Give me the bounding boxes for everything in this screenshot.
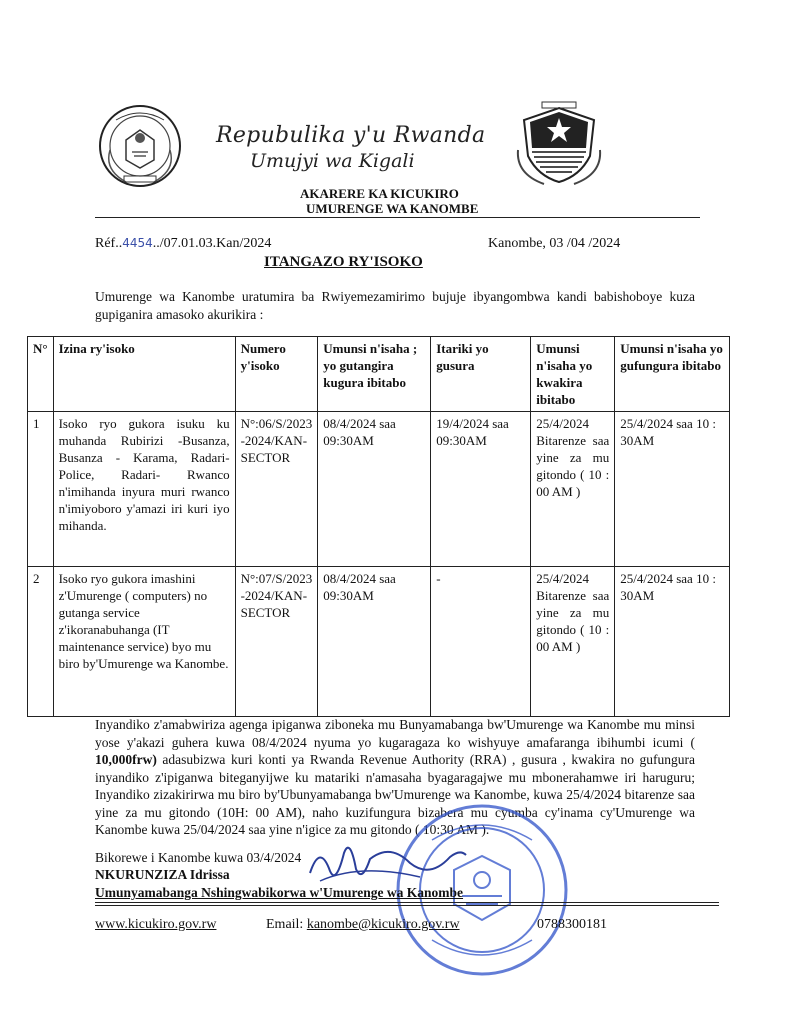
- email-label: Email:: [266, 917, 307, 932]
- table-header-row: [28, 337, 730, 412]
- cell-receive-date: 25/4/2024 Bitarenze saa yine za mu gitondo ( 10 : 00 AM ): [531, 567, 615, 717]
- reference-suffix: ../07.01.03.Kan/2024: [152, 236, 272, 251]
- signoff-line: Bikorewe i Kanombe kuwa 03/4/2024: [95, 850, 302, 865]
- header-divider: [95, 217, 700, 218]
- table-row: [28, 412, 730, 567]
- email-contact: [266, 917, 460, 933]
- email-link[interactable]: kanombe@kicukiro.gov.rw: [306, 917, 460, 932]
- signatory-name: NKURUNZIZA Idrissa: [95, 867, 230, 882]
- notice-title: ITANGAZO RY'ISOKO: [264, 254, 423, 270]
- cell-tender-name: Isoko ryo gukora isuku ku muhanda Rubirizi -Busanza, Busanza - Karama, Radari-Police, Radari- Rwanco n'imihanda inyura muri rwanco n'imiyoboro y'amazi iri kuri iyo mihanda.: [53, 412, 235, 567]
- cell-open-date: 25/4/2024 saa 10 : 30AM: [615, 567, 730, 717]
- cell-number: 2: [28, 567, 54, 717]
- signatory-position: Umunyamabanga Nshingwabikorwa w'Umurenge wa Kanombe: [95, 885, 464, 900]
- handwritten-signature: [300, 833, 470, 893]
- cell-visit-date: 19/4/2024 saa 09:30AM: [431, 412, 531, 567]
- header-visit-date: Itariki yo gusura: [431, 337, 531, 412]
- cell-purchase-start: 08/4/2024 saa 09:30AM: [318, 567, 431, 717]
- intro-paragraph: Umurenge wa Kanombe uratumira ba Rwiyemezamirimo bujuje ibyangombwa kandi babishoboye kuza gupiganira amasoko akurikira :: [95, 289, 695, 322]
- fee-amount: 10,000frw): [95, 752, 157, 767]
- cell-tender-number: N°:07/S/2023 -2024/KAN-SECTOR: [235, 567, 318, 717]
- republic-name: Repubulika y'u Rwanda: [216, 123, 486, 148]
- city-name: Umujyi wa Kigali: [250, 150, 415, 172]
- reference-number: [95, 236, 271, 252]
- cell-visit-date: -: [431, 567, 531, 717]
- cell-receive-date: 25/4/2024 Bitarenze saa yine za mu gitondo ( 10 : 00 AM ): [531, 412, 615, 567]
- cell-tender-number: N°:06/S/2023 -2024/KAN-SECTOR: [235, 412, 318, 567]
- paragraph-part-2: adasubizwa kuri konti ya Rwanda Revenue Authority (RRA) , gusura , kwakira no gufungura inyandiko z'ipiganwa biteganyijwe ku matariki n'amasaha byagaragajwe mu mbonerahamwe iri haruguru; Inyandiko zizakirirwa mu biro by'Ubunyamabanga bw'Umurenge wa Kanombe, kuwa 25/4/2024 bitarenze saa yine za mu gitondo (10H: 00 AM), naho kuzifungura bizabera mu cyumba cy'inama cy'Umurenge wa Kanombe kuwa 25/04/2024 saa yine n'igice za mu gitondo ( 10:30 AM ).: [95, 752, 695, 837]
- footer-divider-thin: [95, 905, 719, 906]
- reference-prefix: Réf..: [95, 236, 123, 251]
- paragraph-part-1: Inyandiko z'amabwiriza agenga ipiganwa ziboneka mu Bunyamabanga bw'Umurenge wa Kanombe mu minsi yose y'akazi guhera kuwa 08/4/2024 nyuma yo kugaragaza ko wishyuye amafaranga ibihumbi icumi (: [95, 717, 695, 750]
- reference-handwritten-number: 4454: [122, 236, 153, 250]
- cell-open-date: 25/4/2024 saa 10 : 30AM: [615, 412, 730, 567]
- kigali-city-emblem: [514, 100, 604, 188]
- place-and-date: Kanombe, 03 /04 /2024: [488, 236, 621, 251]
- phone-number: 0788300181: [537, 917, 607, 932]
- tenders-table: [27, 336, 730, 717]
- website-link[interactable]: www.kicukiro.gov.rw: [95, 917, 217, 932]
- header-receive-date: Umunsi n'isaha yo kwakira ibitabo: [531, 337, 615, 412]
- cell-purchase-start: 08/4/2024 saa 09:30AM: [318, 412, 431, 567]
- cell-number: 1: [28, 412, 54, 567]
- table-row: [28, 567, 730, 717]
- header-open-date: Umunsi n'isaha yo gufungura ibitabo: [615, 337, 730, 412]
- cell-tender-name: Isoko ryo gukora imashini z'Umurenge ( computers) no gutanga service z'ikoranabuhanga (IT maintenance service) byo mu biro by'Umurenge wa Kanombe.: [53, 567, 235, 717]
- footer-divider: [95, 902, 719, 903]
- rwanda-coat-of-arms-emblem: [96, 100, 184, 192]
- district-heading: AKARERE KA KICUKIRO: [300, 186, 459, 201]
- header-number: N°: [28, 337, 54, 412]
- header-tender-number: Numero y'isoko: [235, 337, 318, 412]
- sector-heading: UMURENGE WA KANOMBE: [306, 201, 479, 216]
- header-tender-name: Izina ry'isoko: [53, 337, 235, 412]
- header-purchase-start: Umunsi n'isaha ; yo gutangira kugura ibitabo: [318, 337, 431, 412]
